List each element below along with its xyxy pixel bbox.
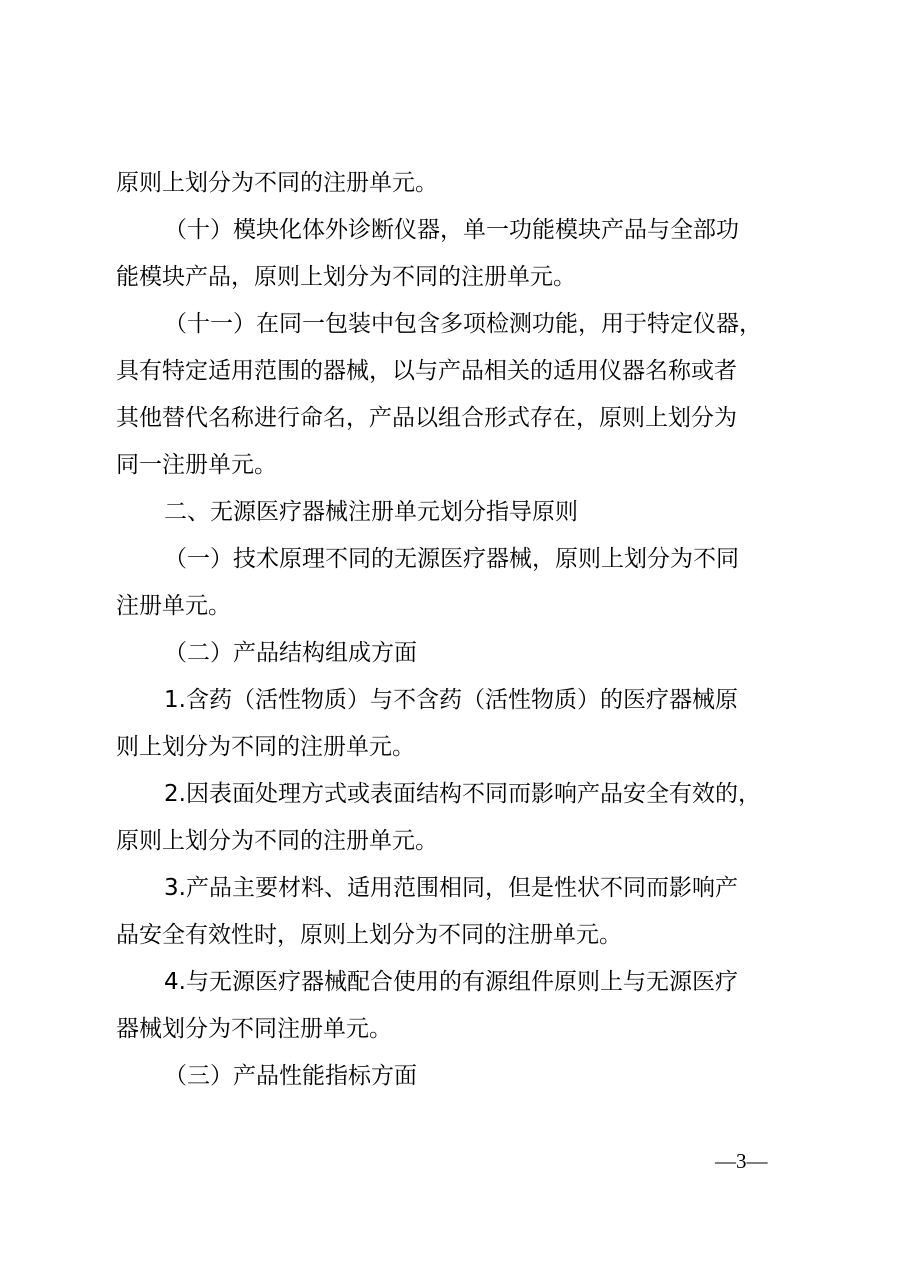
text-line: （十）模块化体外诊断仪器，单一功能模块产品与全部功 (164, 217, 739, 243)
section-heading: 二、无源医疗器械注册单元划分指导原则 (164, 499, 578, 525)
subsection-heading: （二）产品结构组成方面 (164, 640, 417, 666)
text-line: 注册单元。 (116, 593, 231, 619)
text-line: 其他替代名称进行命名，产品以组合形式存在，原则上划分为 (116, 405, 737, 431)
text-line: 则上划分为不同的注册单元。 (116, 734, 415, 760)
text-line: 2.因表面处理方式或表面结构不同而影响产品安全有效的， (164, 781, 761, 807)
text-line: 4.与无源医疗器械配合使用的有源组件原则上与无源医疗 (164, 969, 738, 995)
text-line: （一）技术原理不同的无源医疗器械，原则上划分为不同 (164, 546, 739, 572)
text-line: 原则上划分为不同的注册单元。 (116, 828, 438, 854)
text-line: 1.含药（活性物质）与不含药（活性物质）的医疗器械原 (164, 687, 738, 713)
text-line: 具有特定适用范围的器械，以与产品相关的适用仪器名称或者 (116, 358, 737, 384)
text-line: （十一）在同一包装中包含多项检测功能，用于特定仪器， (164, 311, 762, 337)
text-line: 同一注册单元。 (116, 452, 277, 478)
text-line: 3.产品主要材料、适用范围相同，但是性状不同而影响产 (164, 875, 738, 901)
text-line: 原则上划分为不同的注册单元。 (116, 170, 438, 196)
text-line: 器械划分为不同注册单元。 (116, 1016, 392, 1042)
page-number: —3— (715, 1149, 768, 1173)
text-line: 品安全有效性时，原则上划分为不同的注册单元。 (116, 922, 622, 948)
text-line: 能模块产品，原则上划分为不同的注册单元。 (116, 264, 576, 290)
subsection-heading: （三）产品性能指标方面 (164, 1063, 417, 1089)
